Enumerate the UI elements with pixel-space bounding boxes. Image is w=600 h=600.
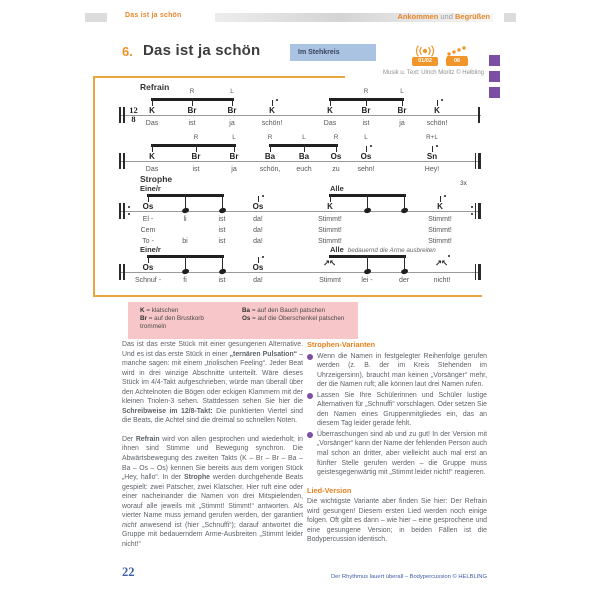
- note-stem: [196, 144, 197, 152]
- notehead: [400, 207, 408, 214]
- start-barline: [119, 203, 121, 219]
- part-label-instruction: bedauernd die Arme ausbreiten: [347, 247, 436, 254]
- note-letter: Os: [360, 152, 372, 161]
- lyric: Das: [145, 166, 159, 173]
- note-stem: [270, 144, 271, 152]
- hand-label: R: [189, 88, 195, 95]
- list-item: [307, 430, 487, 478]
- lyric: ja: [399, 120, 405, 127]
- note-letter: Os: [142, 202, 154, 211]
- lyric: li: [183, 216, 187, 223]
- hand-label: L: [232, 134, 236, 141]
- bullet-text: Wenn die Namen in festgelegter Reihenfolge gerufen werden (z. B. der im Kreis Stehenden im Uhrzeigersinn), braucht man keinen „Vorsänger“ mehr, der die Namen ruft; alle können laut drei Namen rufen.: [317, 352, 487, 389]
- note-stem: [402, 98, 403, 106]
- bullet-text: Überraschungen sind ab und zu gut! In der Version mit „Vorsänger“ kann der Name der fehlenden Person auch mal schon an dritter, aber vielleicht auch mal erst an fünfter Stelle gerufen werden – die Gruppe muss geistesgegenwärtig mit „Stimmt leider nicht!“ reagieren.: [317, 430, 487, 477]
- gesture-arrow-icon: ↖: [441, 259, 449, 269]
- lyric: schön!: [261, 120, 283, 127]
- note-letter: Os: [252, 202, 264, 211]
- note-stem: [367, 194, 368, 208]
- legend-box: [128, 302, 358, 339]
- note-letter: Br: [361, 106, 371, 115]
- start-barline: [119, 153, 121, 169]
- note-letter: Br: [187, 106, 197, 115]
- legend-column-2: [242, 307, 352, 331]
- photo-edge-left: [85, 13, 107, 22]
- note-stem: [222, 194, 223, 208]
- accent-rule-top: [93, 76, 345, 78]
- time-sig-bottom: 8: [131, 113, 136, 124]
- lyric: ist: [218, 216, 226, 223]
- note-stem: [330, 98, 331, 106]
- list-item: [307, 391, 487, 429]
- repeat-dot: [471, 213, 473, 215]
- tab-marker-square-3: [489, 87, 500, 98]
- notehead: [181, 268, 189, 275]
- setting-badge: Im Stehkreis: [290, 44, 376, 61]
- note-letter: Br: [229, 152, 239, 161]
- section-part-1: Ankommen: [397, 12, 439, 21]
- end-barline: [475, 153, 476, 169]
- hand-label: R: [333, 134, 339, 141]
- note-stem: [148, 194, 149, 202]
- footer-credit: Der Rhythmus lauert überall – Bodypercussion © HELBLING: [330, 574, 487, 580]
- part-label: Eine/r: [140, 245, 161, 254]
- note-stem: [232, 98, 233, 106]
- tab-marker-square-2: [489, 71, 500, 82]
- lyric: Hey!: [424, 166, 440, 173]
- photo-edge-right: [504, 13, 516, 22]
- part-label: Alle: [330, 184, 344, 193]
- paragraph: Das ist das erste Stück mit einer gesungenen Alternative. Und es ist das erste Stück in einer „ternären Pulsation“ – manche sagen: mit einem „triolischen Feeling“. Jeder Beat wird in drei winzige Abschnitte unterteilt. Wäre dieses Stück im 4/4-Takt aufgeschrieben, würde man überall über den Achtelnoten die Bögen oder eckigen Klammern mit der kleinen Triolen-3 sehen. Stattdessen sehen Sie hier die Schreibweise im 12/8-Takt: Die punktierten Viertel sind die Beats, die Achtel sind die dreimal so schnellen Noten.: [122, 341, 303, 425]
- note-stem: [192, 98, 193, 106]
- note-letter: K: [327, 202, 333, 211]
- augmentation-dot: [441, 99, 443, 101]
- end-barline-thick: [478, 153, 481, 169]
- staff-line: [119, 115, 481, 116]
- notehead: [400, 268, 408, 275]
- note-letter: Ba: [298, 152, 310, 161]
- legend-item: K = klatschen: [140, 307, 179, 314]
- part-label: Alle bedauernd die Arme ausbreiten: [330, 245, 436, 254]
- notehead: [218, 268, 226, 275]
- lyric: da!: [253, 227, 263, 234]
- end-barline: [478, 107, 480, 123]
- running-header-title: Das ist ja schön: [125, 12, 182, 19]
- repeat-dot: [471, 206, 473, 208]
- hand-label: L: [302, 134, 306, 141]
- note-stem: [404, 194, 405, 208]
- music-credit: Musik u. Text: Ulrich Moritz © Helbling: [382, 70, 484, 76]
- page-number: 22: [122, 565, 135, 579]
- legend-column-1: [140, 307, 228, 331]
- strophe-line-2: [115, 242, 487, 302]
- note-letter: K: [327, 106, 333, 115]
- lyric: Stimmt!: [318, 238, 342, 245]
- lyric: lei -: [361, 277, 373, 284]
- lyric: schön,: [259, 166, 281, 173]
- lyric: schön!: [426, 120, 448, 127]
- lyric: ja: [229, 120, 235, 127]
- bullet-icon: [307, 354, 313, 360]
- lyric: ist: [192, 166, 200, 173]
- hand-label: R+L: [426, 134, 438, 141]
- right-text-column: [307, 340, 487, 554]
- tab-marker-square-1: [489, 55, 500, 66]
- notehead: [363, 207, 371, 214]
- paragraph: Der Refrain wird von allen gesprochen und wiederholt; in ihnen sind Stimme und Bewegung synchron. Die Abwärtsbewegung des zweiten Takts (K – Br – Br – Ba – Ba – Os – Os) kennen Sie bereits aus dem vorigen Stück „Hey, hallo“. In der Strophe werden durchgehende Beats gespielt: zwei Patscher, zwei Klatscher. Hier ruft eine oder einer nacheinander die Namen von drei Mitspielenden, worauf alle jeweils mit „Stimmt! Stimmt!“ antworten. Als vierter Name muss jemand gerufen werden, der garantiert nicht anwesend ist (hier „Schnuffi“); darauf antwortet die Gruppe mit bedauerndem Arme-Ausbreiten „Stimmt leider nicht!“: [122, 435, 303, 548]
- gesture-arrow-icon: ↖: [329, 259, 337, 269]
- lyric: nicht!: [433, 277, 451, 284]
- strophe-heading: Strophe: [140, 174, 173, 184]
- note-stem: [152, 98, 153, 106]
- audio-track-badge: 01/02: [412, 57, 438, 66]
- lyric: Das: [323, 120, 337, 127]
- repeat-count-label: 3x: [460, 180, 467, 187]
- bullet-icon: [307, 432, 313, 438]
- staff-line: [119, 211, 481, 212]
- list-item: [307, 352, 487, 390]
- note-letter: Br: [191, 152, 201, 161]
- augmentation-dot: [262, 195, 264, 197]
- hand-label: L: [230, 88, 234, 95]
- legend-item: Br = auf den Brustkorb trommeln: [140, 315, 204, 330]
- note-letter: Sn: [426, 152, 438, 161]
- note-letter: K: [149, 152, 155, 161]
- lyric: sehn!: [357, 166, 375, 173]
- note-letter: Br: [397, 106, 407, 115]
- start-barline: [119, 264, 121, 280]
- time-sig-top: 12: [129, 105, 138, 115]
- lyric: der: [398, 277, 410, 284]
- lyric: Stimmt!: [318, 216, 342, 223]
- note-stem: [148, 255, 149, 263]
- bullet-text: Lassen Sie Ihre Schülerinnen und Schüler lustige Alternativen für „Schnuffi“ vorschlagen. Oder setzen Sie den Namen eines Gruppenmitgliedes ein, das an diesem Tag leider gerade fehlt.: [317, 391, 487, 428]
- lyric: ist: [188, 120, 196, 127]
- time-signature: [126, 106, 141, 123]
- hand-label: L: [364, 134, 368, 141]
- paragraph: Die wichtigste Variante aber finden Sie hier: Der Refrain wird gesungen! Diesem ersten Lied werden noch einige folgen. Oft gibt es dann – wie hier – eine gesprochene und eine gesungene Version; in beiden Fällen ist die Bodypercussion identisch.: [307, 498, 487, 544]
- song-version-heading: Lied-Version: [307, 485, 352, 495]
- note-stem: [304, 144, 305, 152]
- end-barline: [475, 264, 476, 280]
- video-track-badge: 06: [446, 57, 468, 66]
- lyric: bi: [182, 238, 188, 245]
- note-stem: [185, 255, 186, 269]
- note-letter: Os: [142, 263, 154, 272]
- start-barline: [123, 107, 125, 123]
- note-stem: [404, 255, 405, 269]
- note-letter: Os: [252, 263, 264, 272]
- section-part-2: und: [440, 12, 453, 21]
- legend-item: Os = auf die Oberschenkel patschen: [242, 315, 345, 322]
- note-letter: Br: [227, 106, 237, 115]
- note-stem: [222, 255, 223, 269]
- lyric: Stimmt!: [428, 216, 452, 223]
- start-barline: [123, 203, 125, 219]
- lyric: Stimmt: [319, 277, 341, 284]
- lyric: fi: [183, 277, 187, 284]
- start-barline: [119, 107, 121, 123]
- variants-list: [307, 352, 487, 478]
- lyric: da!: [253, 277, 263, 284]
- lyric: euch: [296, 166, 312, 173]
- notehead: [181, 207, 189, 214]
- lyric: ist: [218, 277, 226, 284]
- augmentation-dot: [448, 255, 450, 257]
- repeat-dot: [128, 206, 130, 208]
- lyric: Cem: [140, 227, 156, 234]
- note-stem: [185, 194, 186, 208]
- lyric: da!: [253, 238, 263, 245]
- note-stem: [330, 194, 331, 202]
- note-stem: [234, 144, 235, 152]
- note-stem: [152, 144, 153, 152]
- augmentation-dot: [444, 195, 446, 197]
- lyric: El -: [142, 216, 154, 223]
- lyric: ist: [218, 238, 226, 245]
- lyric: Das: [145, 120, 159, 127]
- lyric: Stimmt!: [428, 238, 452, 245]
- hand-label: R: [193, 134, 199, 141]
- hand-label: R: [267, 134, 273, 141]
- hand-label: L: [400, 88, 404, 95]
- lyric: Stimmt!: [318, 227, 342, 234]
- gesture-arrow-icon: ↗: [435, 259, 443, 269]
- augmentation-dot: [436, 145, 438, 147]
- staff-line: [119, 161, 481, 162]
- start-barline: [123, 264, 125, 280]
- lyric: ist: [218, 227, 226, 234]
- augmentation-dot: [276, 99, 278, 101]
- lyric: To -: [142, 238, 154, 245]
- augmentation-dot: [370, 145, 372, 147]
- end-barline: [475, 203, 476, 219]
- section-part-3: Begrüßen: [454, 12, 490, 21]
- left-text-column: [122, 340, 303, 558]
- legend-item: Ba = auf den Bauch patschen: [242, 307, 326, 314]
- lyric: ist: [362, 120, 370, 127]
- note-stem: [366, 98, 367, 106]
- lyric: Schnuf -: [134, 277, 162, 284]
- bullet-icon: [307, 393, 313, 399]
- end-barline-thick: [478, 203, 481, 219]
- running-header-section: [360, 12, 490, 21]
- lyric: Stimmt!: [428, 227, 452, 234]
- song-number: 6.: [122, 44, 133, 59]
- notehead: [218, 207, 226, 214]
- hand-label: R: [363, 88, 369, 95]
- beam: [151, 144, 236, 147]
- note-letter: K: [149, 106, 155, 115]
- gesture-arrow-icon: ↗: [323, 259, 331, 269]
- note-stem: [367, 255, 368, 269]
- repeat-dot: [128, 213, 130, 215]
- staff-line: [119, 272, 481, 273]
- note-stem: [336, 144, 337, 152]
- lyric: zu: [332, 166, 340, 173]
- note-letter: K: [434, 106, 440, 115]
- notehead: [363, 268, 371, 275]
- part-label: Eine/r: [140, 184, 161, 193]
- end-barline-thick: [478, 264, 481, 280]
- start-barline: [123, 153, 125, 169]
- augmentation-dot: [262, 256, 264, 258]
- note-letter: K: [437, 202, 443, 211]
- lyric: da!: [253, 216, 263, 223]
- note-letter: Os: [330, 152, 342, 161]
- note-letter: Ba: [264, 152, 276, 161]
- refrain-heading: Refrain: [140, 82, 170, 92]
- lyric: ja: [231, 166, 237, 173]
- song-title: Das ist ja schön: [143, 42, 261, 59]
- accent-rule-left: [93, 76, 95, 297]
- note-letter: K: [269, 106, 275, 115]
- variants-heading: Strophen-Varianten: [307, 340, 376, 349]
